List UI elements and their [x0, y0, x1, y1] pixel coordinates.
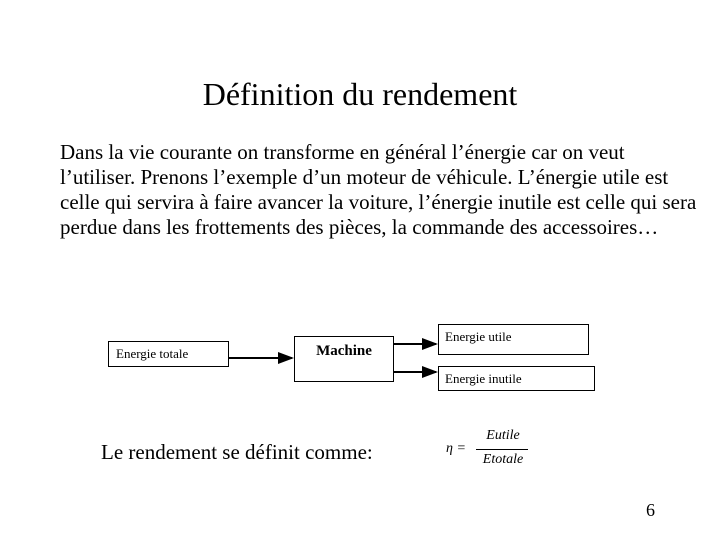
formula-label: Le rendement se définit comme: [101, 440, 373, 464]
formula-denominator: Etotale [482, 452, 524, 467]
fraction-bar [476, 449, 528, 450]
formula-numerator: Eutile [486, 428, 520, 443]
energie-totale-box: Energie totale [108, 341, 229, 367]
slide-title: Définition du rendement [202, 76, 518, 112]
energie-utile-box: Energie utile [438, 324, 589, 355]
energie-inutile-box: Energie inutile [438, 366, 595, 391]
page-number: 6 [646, 500, 655, 520]
efficiency-formula [446, 428, 536, 472]
machine-box: Machine [294, 336, 394, 382]
formula-symbol: η = [446, 441, 466, 456]
body-paragraph: Dans la vie courante on transforme en général l’énergie car on veut l’utiliser. Prenons l’exemple d’un moteur de véhicule. L’énergie utile est celle qui servira à faire avancer la voiture, l’énergie inutile est celle qui sera perdue dans les frottements des pièces, la commande des accessoires… [60, 140, 697, 239]
